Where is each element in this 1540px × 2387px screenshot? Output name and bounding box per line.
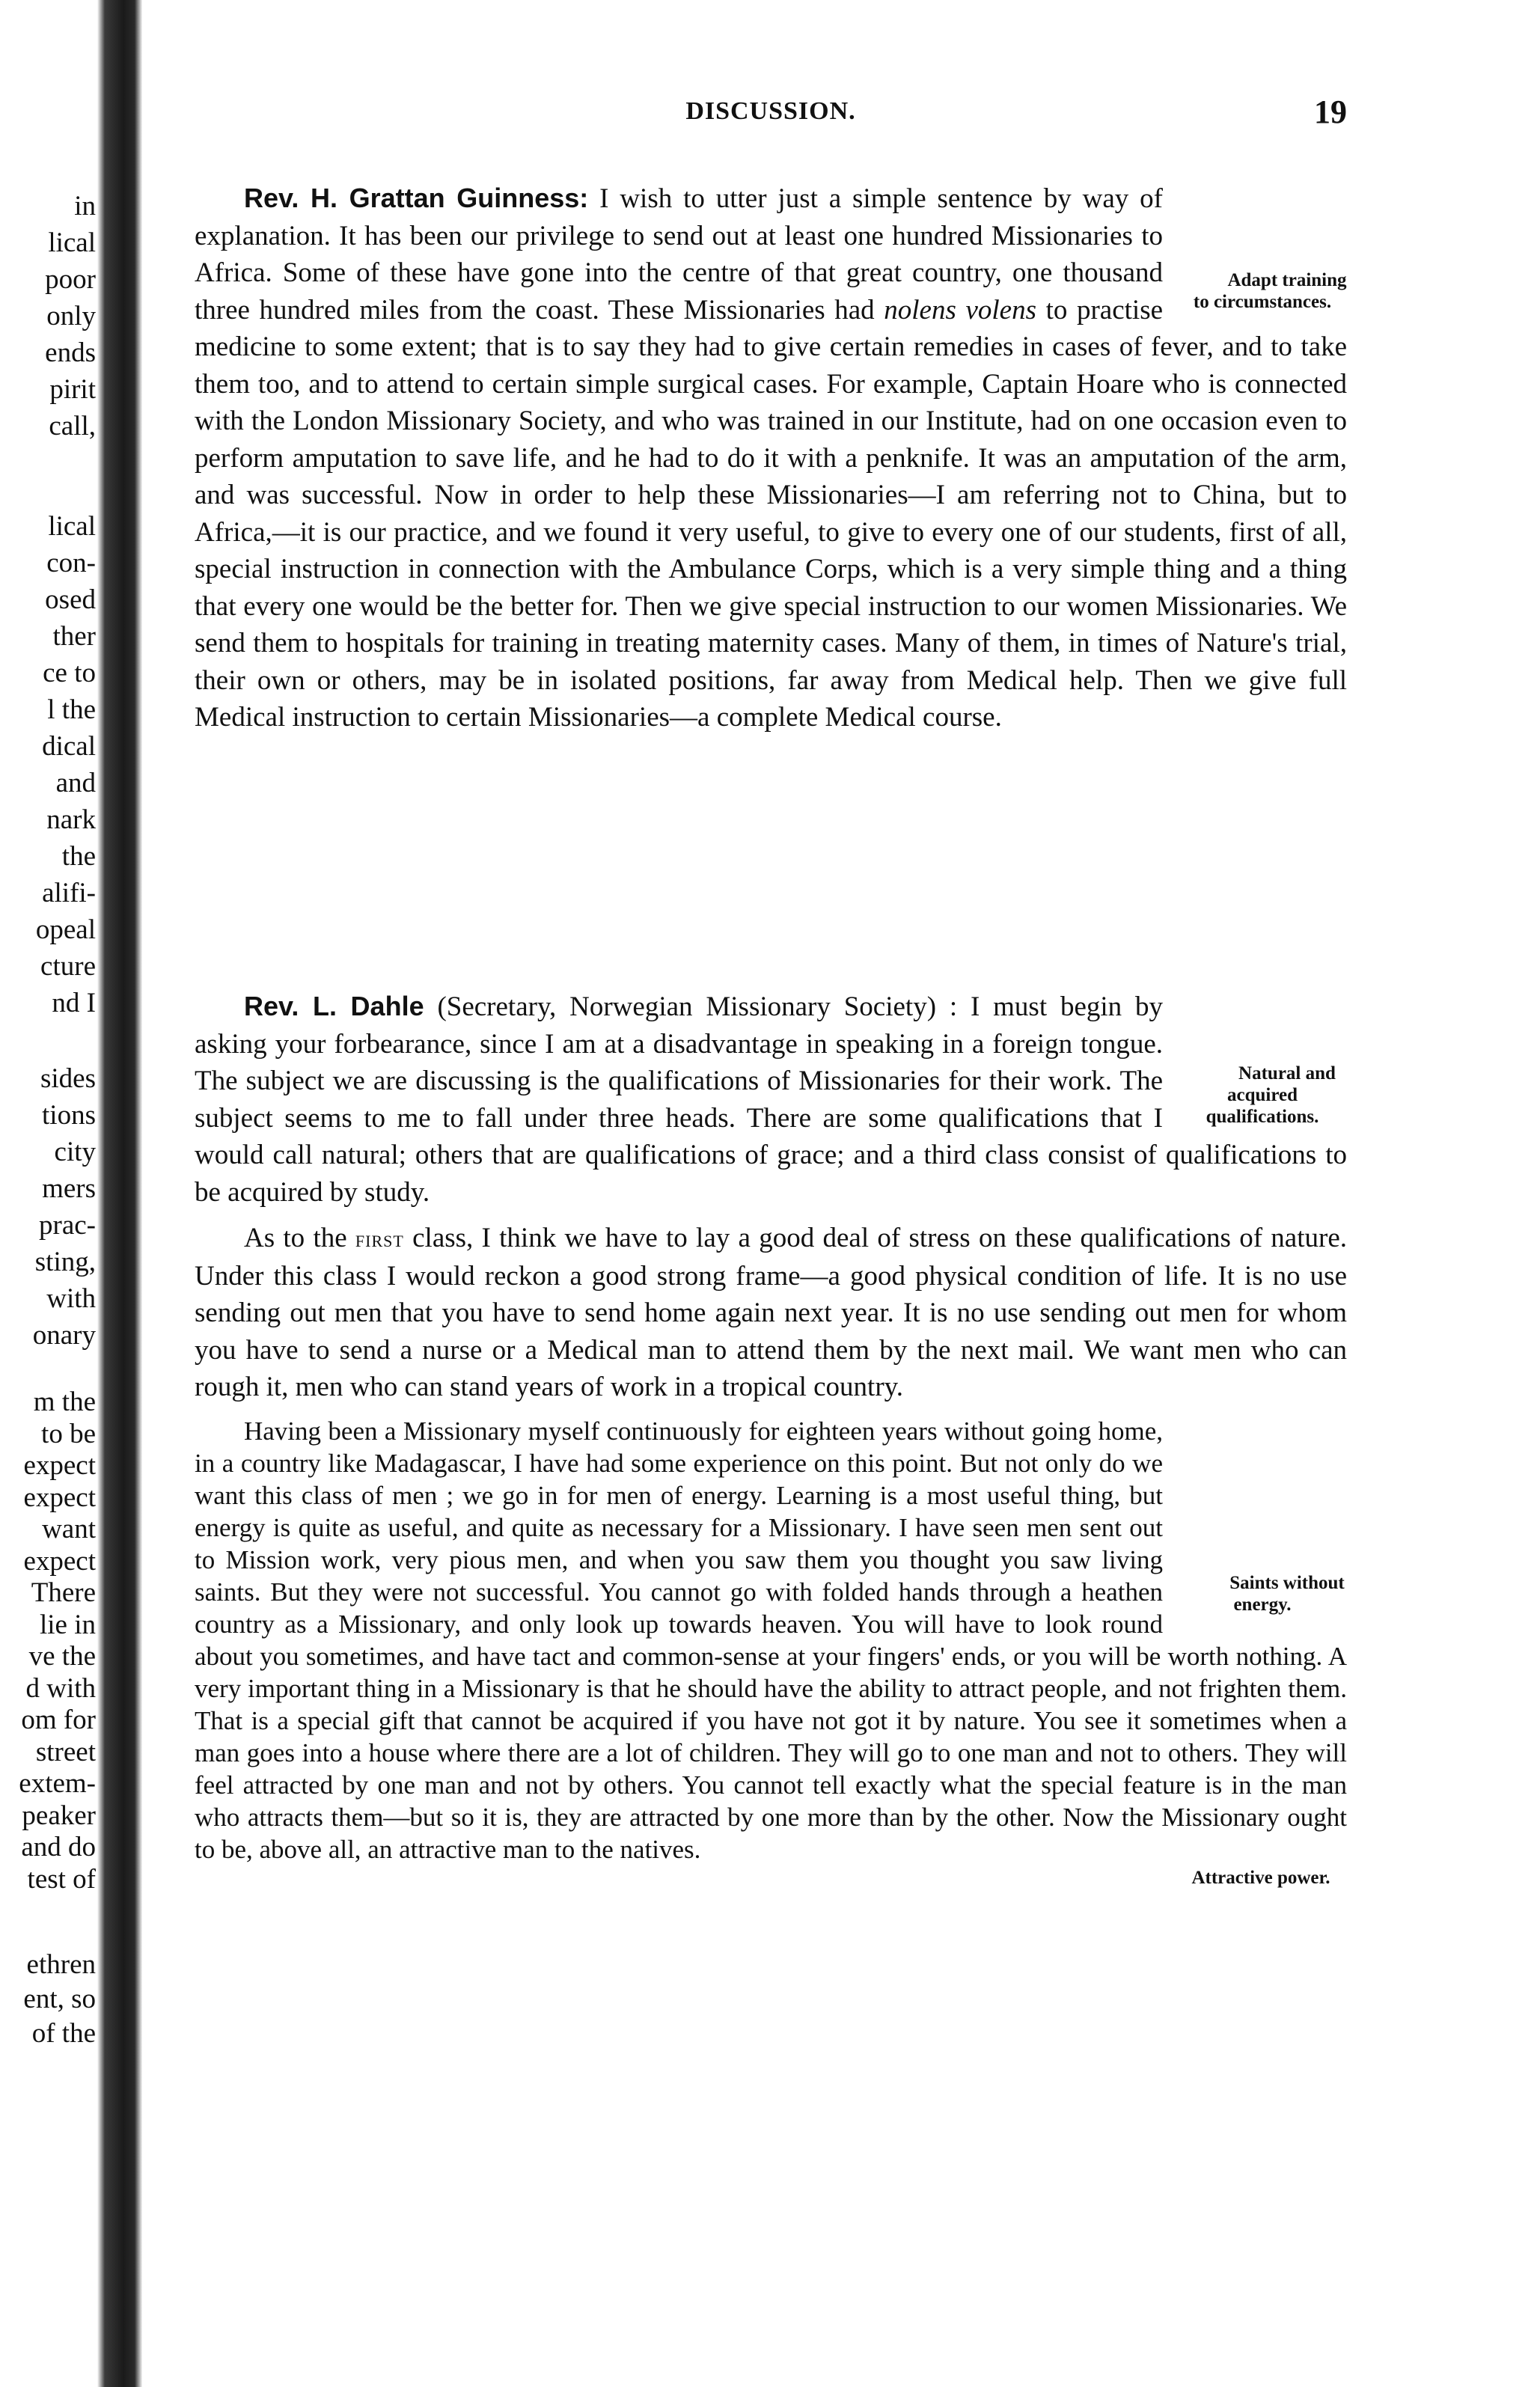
facing-fragment: with: [46, 1283, 96, 1314]
guinness-text-a: I wish to utter just a simple sentence by way of explanation. It has been our privilege to send out at least one hundred Missionaries to Africa. Some of these have gone into the centre of that great country, one thousand three hundred miles from the coast. These Missionaries had: [195, 183, 1163, 326]
facing-fragment: There: [31, 1577, 96, 1608]
facing-fragment: cture: [40, 951, 96, 982]
facing-fragment: test of: [27, 1863, 96, 1895]
facing-fragment: want: [42, 1514, 96, 1544]
facing-fragment: and do: [21, 1832, 96, 1862]
facing-fragment: expect: [23, 1545, 96, 1577]
facing-fragment: nd I: [52, 988, 96, 1018]
facing-fragment: in: [74, 191, 96, 221]
running-head: DISCUSSION.: [685, 97, 856, 125]
paragraph-energy: [195, 1415, 1347, 1865]
margin-note-attractive-wrap: [1175, 1867, 1347, 1889]
facing-fragment: city: [54, 1137, 96, 1167]
first-class-text: class, I think we have to lay a good deal of stress on these qualifications of nature. Under this class I would reckon a good strong frame—a good physical condition of life. It is no use sending out men that you have to send home again next year. It is no use sending out men for whom you have to send a nurse or a Medical man to attend them by the next mail. We want men who can rough it, men who can stand years of work in a tropical country.: [195, 1223, 1347, 1402]
facing-fragment: tions: [42, 1100, 96, 1131]
facing-fragment: alifi-: [42, 878, 96, 908]
guinness-text-b: to practise medicine to some extent; that is to say they had to give certain remedies in cases of fever, and to take them too, and to attend to certain simple surgical cases. For example, Captain Hoare who is connected with the London Missionary Society, and who was trained in our Institute, had on one occasion even to perform amputation to save life, and he had to do it with a penknife. It was an amputation of the arm, and was successful. Now in order to help these Missionaries—I am referring not to China, but to Africa,—it is our practice, and we found it very useful, to give to every one of our students, first of all, special instruction in connection with the Ambulance Corps, which is a very simple thing and a thing that every one would be the better for. Then we give special instruction to our women Missionaries. We send them to hospitals for training in treating maternity cases. Many of them, in times of Nature's trial, their own or others, may be in isolated positions, far away from Medical help. Then we give full Medical instruction to certain Missionaries—a complete Medical course.: [195, 294, 1347, 733]
margin-note-natural: Natural and acquired qualifications.: [1206, 1063, 1336, 1127]
facing-fragment: expect: [23, 1482, 96, 1513]
margin-note-attractive: Attractive power.: [1191, 1868, 1330, 1888]
paragraph-guinness: [195, 180, 1347, 736]
facing-fragment: sting,: [34, 1247, 96, 1277]
facing-fragment: con-: [46, 548, 96, 578]
facing-fragment: ve the: [28, 1641, 96, 1672]
facing-fragment: mers: [42, 1173, 96, 1204]
latin-phrase: nolens volens: [884, 294, 1036, 326]
facing-fragment: to be: [41, 1418, 96, 1449]
facing-fragment: expect: [23, 1450, 96, 1481]
facing-fragment: lical: [48, 511, 96, 542]
facing-fragment: of the: [31, 2018, 96, 2049]
facing-fragment: nark: [46, 804, 96, 835]
facing-fragment: pirit: [49, 374, 96, 405]
facing-fragment: lical: [48, 227, 96, 258]
paragraph-first-class: As to the first class, I think we have to lay a good deal of stress on these qualifications of nature. Under this class I would reckon a good strong frame—a good physical condition of life. It is no use sending out men that you have to send home again next year. It is no use sending out men for whom you have to send a nurse or a Medical man to attend them by the next mail. We want men who can rough it, men who can stand years of work in a tropical country.: [195, 1223, 1347, 1402]
facing-fragment: m the: [33, 1387, 96, 1417]
facing-fragment: and: [55, 768, 96, 798]
speech-guinness: [195, 180, 1347, 736]
speaker-guinness: Rev. H. Grattan Guinness:: [244, 183, 589, 213]
dahle-text: (Secretary, Norwegian Missionary Society) : I must begin by asking your forbearance, since I am at a disadvantage in speaking in a foreign tongue. The subject we are discussing is the qualifications of Missionaries for their work. The subject seems to me to fall under three heads. There are some qualifications that I would call natural; others that are qualifications of grace; and a third class consist of qualifications to be acquired by study.: [195, 991, 1347, 1208]
facing-fragment: ther: [52, 621, 96, 652]
energy-text: Having been a Missionary myself continuously for eighteen years without going home, in a country like Madagascar, I have had some experience on this point. But not only do we want this class of men ; we go in for men of energy. Learning is a most useful thing, but energy is quite as useful, and quite as necessary for a Missionary. I have seen men sent out to Mission work, very pious men, and when you saw them you thought you saw living saints. But they were not successful. You cannot go with folded hands through a heathen country as a Missionary, and only look up towards heaven. You will have to look round about you sometimes, and have tact and common-sense at your fingers' ends, or you will be worth nothing. A very important thing in a Missionary is that he should have the ability to attract people, and not frighten them. That is a special gift that cannot be acquired if you have not got it by nature. You see it sometimes when a man goes into a house where there are a lot of children. They will go to one man and not to others. They will feel attracted by one man and not by others. You cannot tell exactly what the special feature is in the man who attracts them—but so it is, they are attracted by one more than by the other. Now the Missionary ought to be, above all, an attractive man to the natives.: [195, 1416, 1347, 1864]
facing-fragment: street: [35, 1736, 96, 1767]
facing-fragment: ce to: [43, 658, 96, 688]
first-smallcaps: first: [355, 1225, 404, 1252]
page-header: [195, 94, 1347, 142]
facing-fragment: prac-: [39, 1210, 96, 1241]
facing-fragment: ethren: [26, 1949, 96, 1980]
speech-dahle: [195, 988, 1347, 1888]
facing-fragment: poor: [45, 264, 96, 295]
facing-fragment: d with: [25, 1672, 96, 1704]
facing-fragment: ent, so: [23, 1984, 96, 2014]
facing-fragment: osed: [45, 584, 96, 615]
facing-fragment: the: [61, 841, 96, 872]
facing-fragment: call,: [49, 411, 96, 441]
facing-fragment: peaker: [22, 1800, 96, 1831]
paragraph-dahle-intro: [195, 988, 1347, 1211]
facing-fragment: sides: [40, 1063, 96, 1094]
margin-note-saints: Saints without energy.: [1229, 1572, 1345, 1615]
speaker-dahle: Rev. L. Dahle: [244, 991, 424, 1021]
facing-fragment: ends: [45, 337, 96, 368]
facing-fragment: opeal: [35, 914, 96, 945]
facing-fragment: extem-: [19, 1768, 96, 1799]
facing-fragment: onary: [32, 1320, 96, 1351]
facing-fragment: om for: [21, 1705, 96, 1735]
facing-fragment: dical: [42, 731, 96, 762]
margin-note-adapt: Adapt training to circumstances.: [1193, 270, 1347, 312]
facing-fragment: only: [46, 301, 96, 331]
facing-fragment: l the: [47, 694, 96, 725]
page-number: 19: [1314, 94, 1347, 130]
facing-fragment: lie in: [39, 1609, 96, 1640]
